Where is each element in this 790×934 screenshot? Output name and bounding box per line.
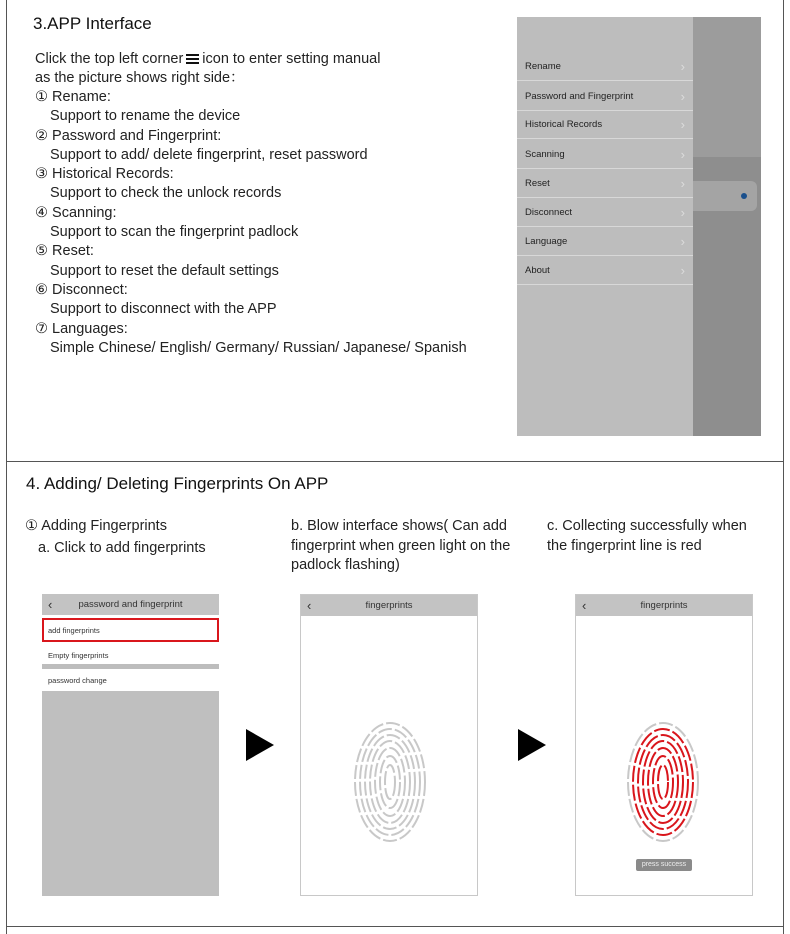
hamburger-icon <box>186 52 199 66</box>
step-b-caption <box>291 517 531 576</box>
play-arrow-icon <box>246 729 274 761</box>
app-menu-screenshot <box>517 17 761 436</box>
section-4-title: 4. Adding/ Deleting Fingerprints On APP <box>26 474 329 493</box>
chevron-right-icon: › <box>680 205 685 220</box>
fingerprint-icon <box>626 721 700 843</box>
menu-item-about[interactable] <box>517 256 693 285</box>
screen-title: fingerprints <box>365 600 413 611</box>
feature-head: ⑥ Disconnect: <box>35 281 128 298</box>
menu-item-label: Rename <box>525 61 561 72</box>
chevron-right-icon: › <box>680 59 685 74</box>
menu-item-label: About <box>525 265 550 276</box>
step-c-caption <box>547 517 767 556</box>
back-arrow-icon[interactable]: ‹ <box>48 597 53 612</box>
intro-text-c: as the picture shows right side： <box>35 70 245 87</box>
play-arrow-icon <box>518 729 546 761</box>
step-c-line: the fingerprint line is red <box>547 537 702 554</box>
feature-desc: Support to scan the fingerprint padlock <box>50 224 299 241</box>
side-menu <box>517 17 693 436</box>
menu-item-label: Language <box>525 236 568 247</box>
feature-head: ③ Historical Records: <box>35 166 174 183</box>
back-arrow-icon[interactable]: ‹ <box>582 598 587 613</box>
feature-desc: Support to add/ delete fingerprint, reset password <box>50 146 368 163</box>
feature-desc: Support to rename the device <box>50 108 241 125</box>
fingerprint-success-screen <box>575 594 753 896</box>
intro-text-a: Click the top left corner <box>35 51 184 67</box>
menu-item-label: Scanning <box>525 149 565 160</box>
divider <box>42 664 219 669</box>
chevron-right-icon: › <box>680 176 685 191</box>
device-card <box>693 181 757 211</box>
chevron-right-icon: › <box>680 263 685 278</box>
section-3-intro <box>35 50 380 89</box>
step-a-caption <box>25 515 206 559</box>
password-fingerprint-screen <box>42 594 219 896</box>
menu-item-history[interactable] <box>517 110 693 139</box>
step-a-head: ① Adding Fingerprints <box>25 518 167 534</box>
step-b-line: b. Blow interface shows( Can add <box>291 518 507 534</box>
menu-item-label: Reset <box>525 178 550 189</box>
option-add-fingerprints[interactable]: add fingerprints <box>48 626 100 635</box>
feature-desc: Simple Chinese/ English/ Germany/ Russian/ Japanese/ Spanish <box>50 339 467 356</box>
feature-head: ④ Scanning: <box>35 204 117 221</box>
screen-title: password and fingerprint <box>78 599 183 610</box>
back-arrow-icon[interactable]: ‹ <box>307 598 312 613</box>
section-3-title: 3.APP Interface <box>33 14 152 33</box>
feature-desc: Support to check the unlock records <box>50 185 282 202</box>
menu-item-scanning[interactable] <box>517 140 693 169</box>
menu-item-disconnect[interactable] <box>517 198 693 227</box>
chevron-right-icon: › <box>680 89 685 104</box>
screen-header <box>42 594 219 615</box>
feature-head: ⑦ Languages: <box>35 320 128 337</box>
menu-item-rename[interactable] <box>517 52 693 81</box>
option-password-change[interactable]: password change <box>48 676 107 685</box>
chevron-right-icon: › <box>680 147 685 162</box>
step-b-line: padlock flashing) <box>291 557 400 573</box>
feature-desc: Support to reset the default settings <box>50 262 279 279</box>
feature-desc: Support to disconnect with the APP <box>50 301 277 318</box>
intro-text-b: icon to enter setting manual <box>202 51 381 67</box>
fingerprint-scan-screen <box>300 594 478 896</box>
option-empty-fingerprints[interactable]: Empty fingerprints <box>48 651 109 660</box>
feature-list <box>35 88 467 358</box>
step-c-line: c. Collecting successfully when <box>547 518 747 534</box>
feature-head: ⑤ Reset: <box>35 243 94 260</box>
menu-item-password[interactable] <box>517 82 693 111</box>
screen-header <box>576 595 752 616</box>
step-b-line: fingerprint when green light on the <box>291 537 511 554</box>
status-badge: press success <box>636 859 692 871</box>
chevron-right-icon: › <box>680 117 685 132</box>
menu-item-reset[interactable] <box>517 169 693 198</box>
fingerprint-icon <box>353 721 427 843</box>
feature-head: ① Rename: <box>35 89 111 105</box>
app-header-backdrop <box>693 17 761 157</box>
feature-head: ② Password and Fingerprint: <box>35 127 222 144</box>
step-a-sub: a. Click to add fingerprints <box>38 540 206 556</box>
menu-item-label: Historical Records <box>525 119 603 130</box>
screen-title: fingerprints <box>640 600 688 611</box>
menu-item-label: Disconnect <box>525 207 572 218</box>
highlight-box <box>42 618 219 642</box>
bottom-divider <box>6 926 784 927</box>
menu-item-language[interactable] <box>517 227 693 256</box>
screen-header <box>301 595 477 616</box>
menu-item-label: Password and Fingerprint <box>525 91 634 102</box>
status-dot <box>741 193 747 199</box>
chevron-right-icon: › <box>680 234 685 249</box>
